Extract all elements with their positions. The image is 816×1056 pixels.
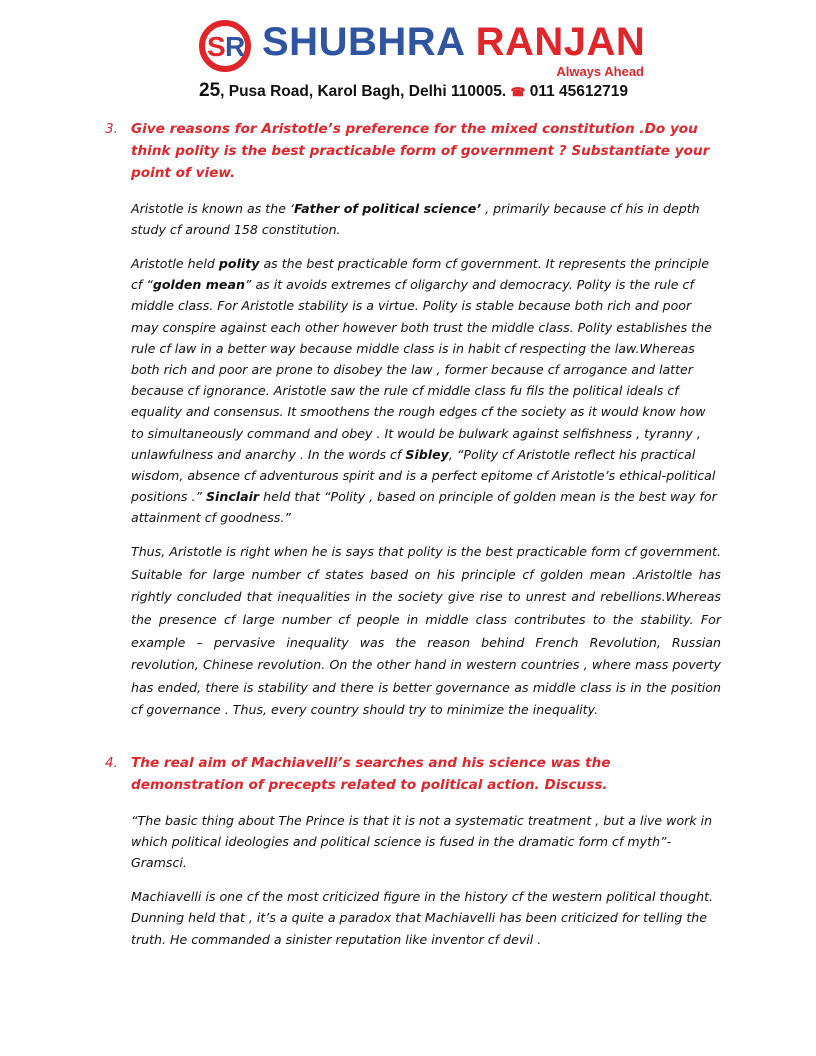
answer-paragraph: Machiavelli is one cf the most criticized figure in the history cf the western political thought. Dunning held that , it’s a quite a paradox that Machiavelli has been criticized for telling the truth. He commanded a sinister reputation like inventor cf devil . <box>131 889 714 947</box>
address-number: 25 <box>199 80 221 101</box>
brand-name <box>262 18 645 66</box>
svg-text:S: S <box>207 31 226 62</box>
brand-part1: SHUBHRA <box>262 20 465 64</box>
brand-part2: RANJAN <box>475 20 646 64</box>
document-body <box>105 118 721 962</box>
address-line <box>199 80 628 102</box>
answer-paragraph: “The basic thing about The Prince is that it is not a systematic treatment , but a live work in which political ideologies and political science is fused in the dramatic form cf myth”- Gramsci. <box>131 812 713 871</box>
question-number: 3. <box>105 121 118 137</box>
text-run: Aristotle held <box>131 256 219 271</box>
answer-paragraph <box>131 253 721 529</box>
bold-run: golden mean <box>152 277 245 293</box>
bold-run: Sibley <box>405 446 449 462</box>
question-text: Give reasons for Aristotle’s preference for the mixed constitution .Do you think polity is the best practicable form of government ? Substantiate your point of view. <box>131 121 710 181</box>
question-3 <box>105 118 721 184</box>
question-text: The real aim of Machiavelli’s searches and his science was the demonstration of precepts related to political action. Discuss. <box>131 754 611 793</box>
text-run: Aristotle is known as the ‘ <box>131 201 294 216</box>
text-run: ” as it avoids extremes cf oligarchy and democracy. Polity is the rule cf middle class. For Aristotle stability is a virtue. Polity is stable because both rich and poor may conspire against each other however both trust the middle class. Polity establishes the rule cf law in a better way because middle class is in habit cf respecting the law.Whereas both rich and poor are prone to disobey the law , former because cf arrogance and latter because cf ignorance. Aristotle saw the rule cf middle class fu fils the political ideals cf equality and consensus. It smoothens the rough edges cf the society as it would know how to simultaneously command and obey . It would be bulwark against selfishness , tyranny , unlawfulness and anarchy . In the words cf <box>131 277 712 462</box>
phone-icon: ☎ <box>510 85 526 99</box>
phone-number: 011 45612719 <box>529 83 628 100</box>
letterhead <box>0 18 816 103</box>
text-run: as the best practicable form cf government. It represents the principle cf “ <box>131 256 710 293</box>
question-number: 4. <box>105 754 118 771</box>
sr-logo-icon <box>199 20 259 72</box>
text-run: held that “Polity , based on principle of golden mean is the best way for attainment cf goodness.” <box>131 489 717 526</box>
answer-paragraph <box>131 198 721 240</box>
text-run: , “Polity cf Aristotle reflect his practical wisdom, absence cf adventurous spirit and is a perfect epitome cf Aristotle’s ethical-political positions .” <box>131 446 716 505</box>
svg-text:R: R <box>225 31 246 62</box>
tagline: Always Ahead <box>556 64 644 79</box>
bold-run: Sinclair <box>205 489 260 505</box>
address-text: , Pusa Road, Karol Bagh, Delhi 110005. <box>220 83 507 100</box>
bold-run: polity <box>218 256 260 271</box>
answer-paragraph: Thus, Aristotle is right when he is says that polity is the best practicable form cf government. Suitable for large number cf states based on his principle cf golden mean .Aristoltle has rightly concluded that inequalities in the society give rise to unrest and rebellions.Whereas the presence cf large number cf people in middle class contributes to the stability. For example – pervasive inequality was the reason behind French Revolution, Russian revolution, Chinese revolution. On the other hand in western countries , where mass poverty has ended, there is stability and there is better governance as middle class is in the position cf governance . Thus, every country should try to minimize the inequality. <box>131 544 721 718</box>
text-run: , primarily because cf his in depth study cf around 158 constitution. <box>131 201 700 238</box>
bold-run: Father of political science’ <box>293 201 482 216</box>
question-4 <box>105 752 721 796</box>
